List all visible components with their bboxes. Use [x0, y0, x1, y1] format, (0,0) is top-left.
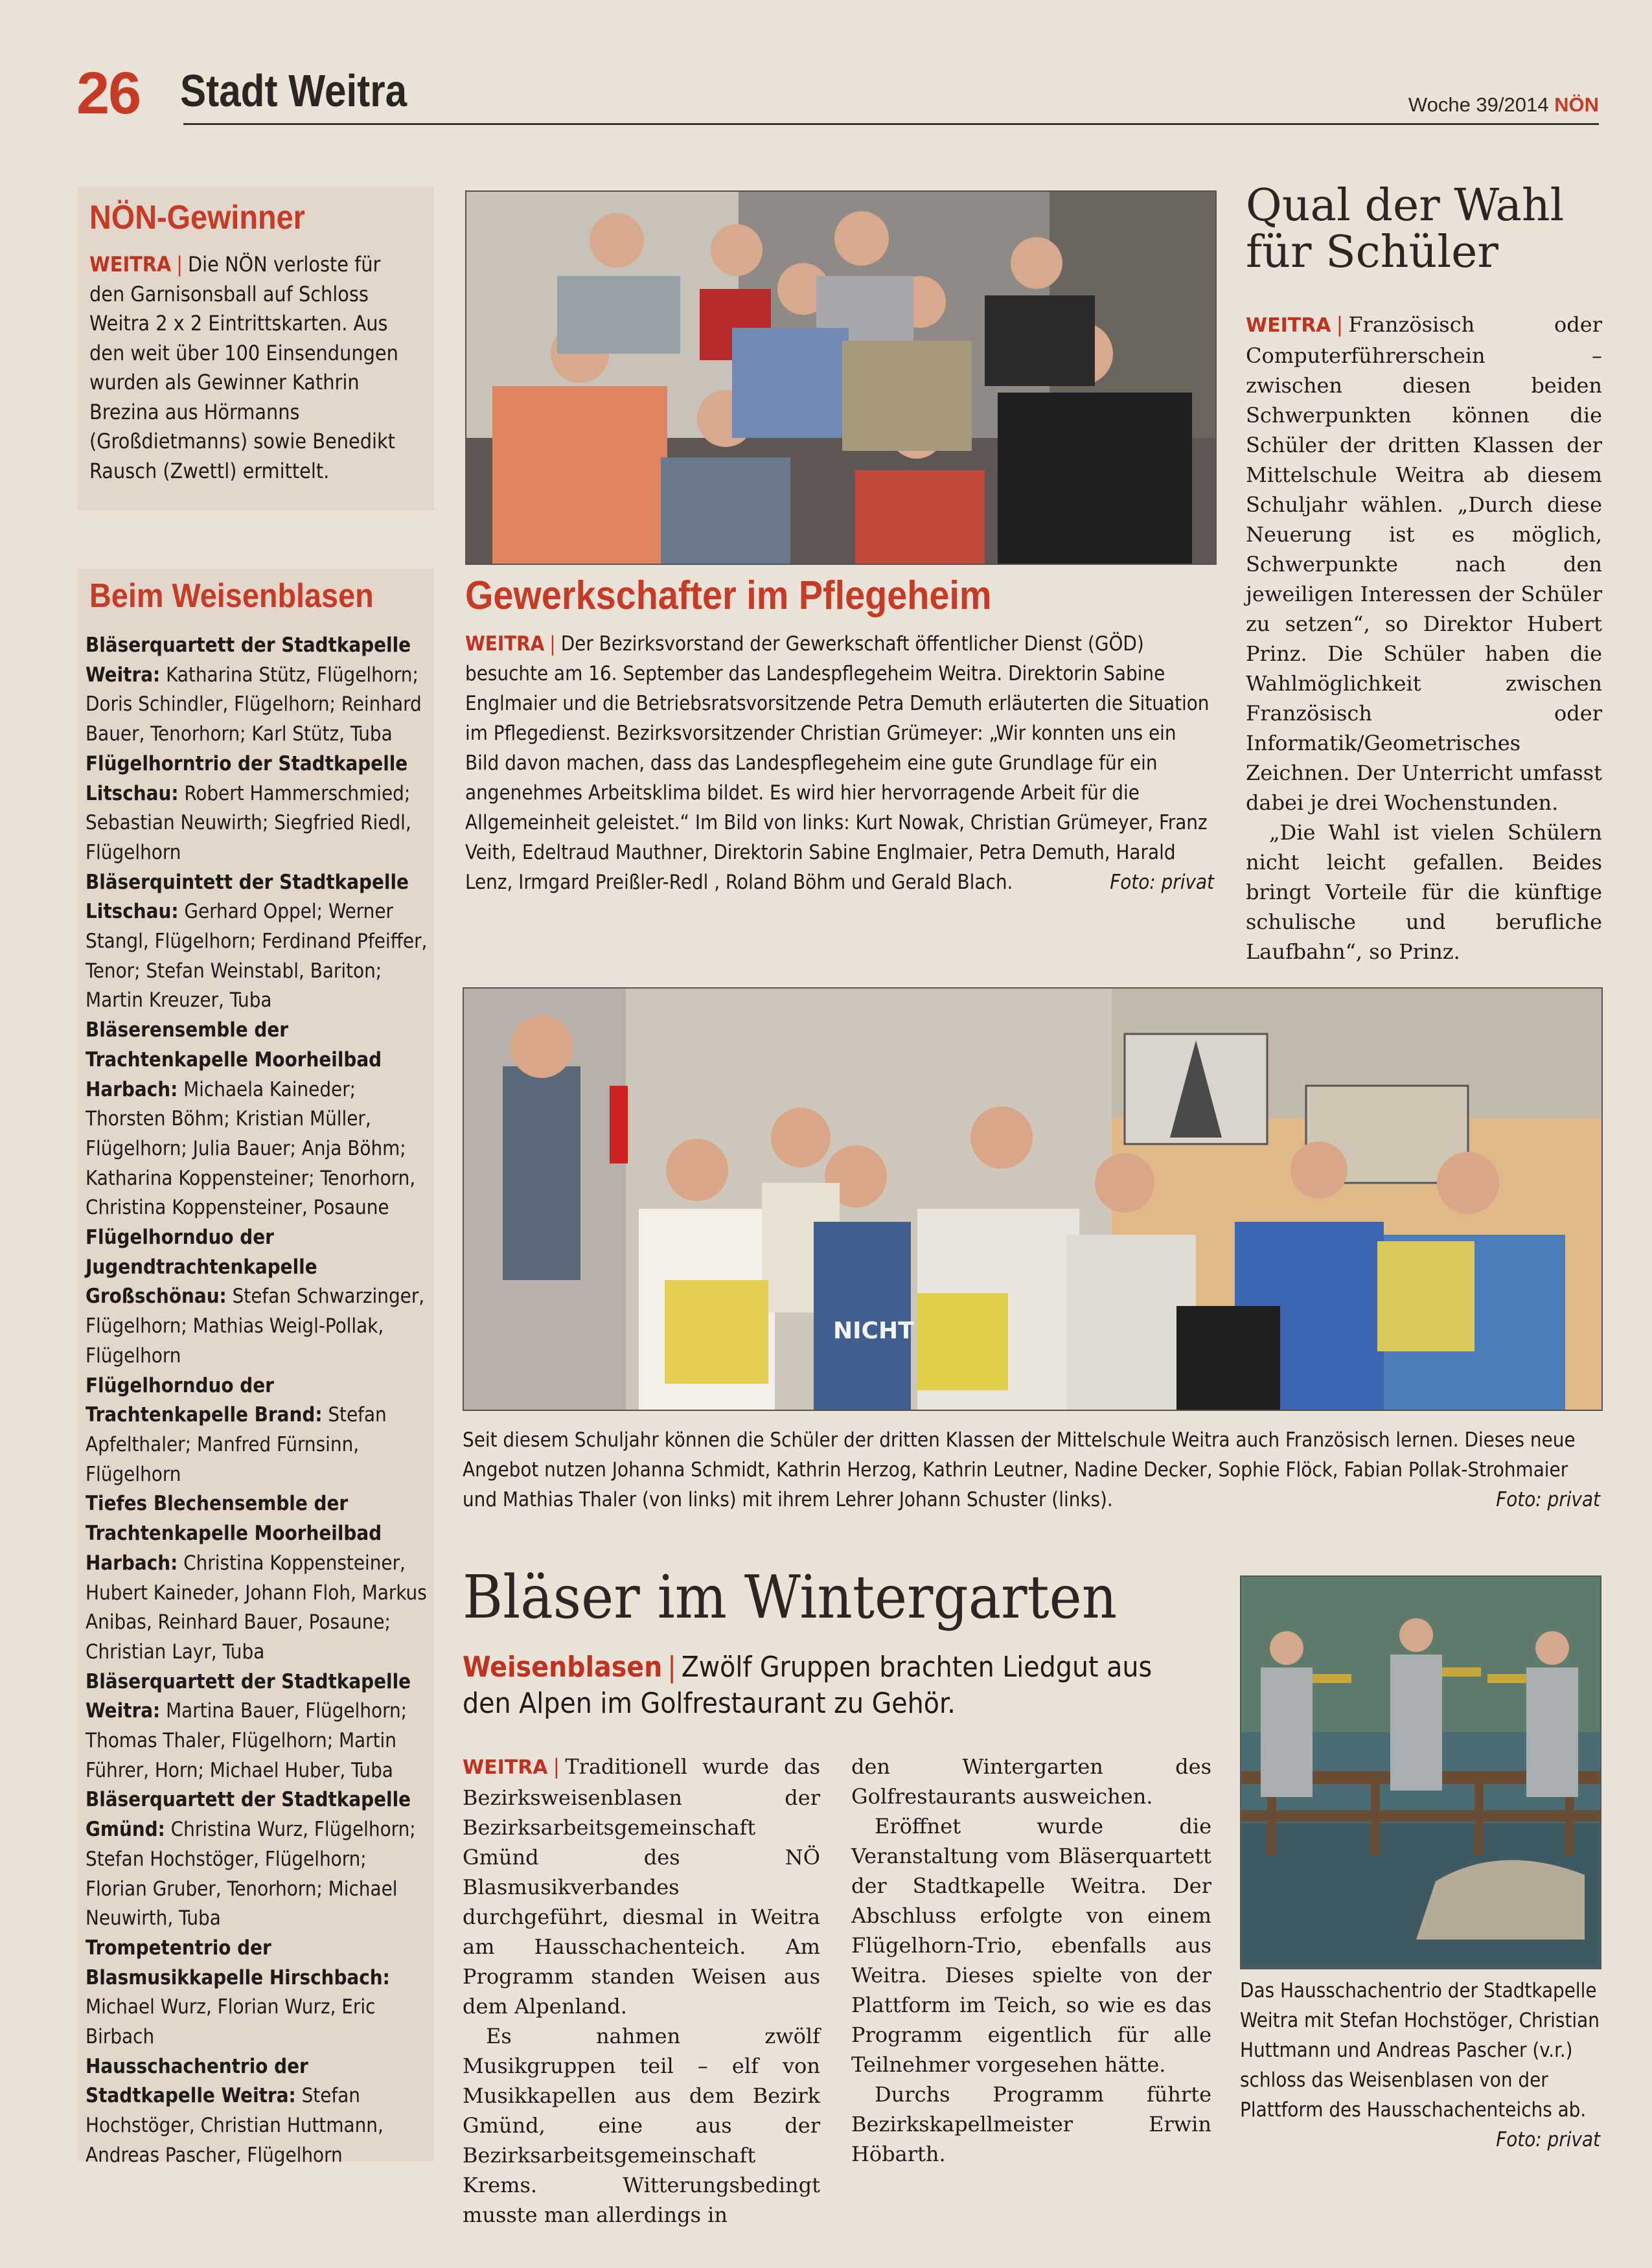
list-item: Bläserquintett der Stadtkapelle Litschau: Gerhard Oppel; Werner Stangl, Flügelhorn; Ferdinand Pfeiffer, Tenor; Stefan Weinstabl, Bariton; Martin Kreuzer, Tuba: [86, 870, 428, 1013]
photo-credit: Foto: privat: [1110, 871, 1214, 894]
section-title: Stadt Weitra: [180, 65, 407, 116]
trio-caption: [1240, 1976, 1600, 2155]
list-item: Tiefes Blechensemble der Trachtenkapelle Moorheilbad Harbach: Christina Koppensteiner, Hubert Kaineder, Johann Floh, Markus Anibas, Reinhard Bauer, Posaune; Christian Layr, Tuba: [86, 1492, 427, 1664]
blaeser-location: WEITRA: [463, 1756, 548, 1779]
shirt-print: NICHT: [833, 1318, 914, 1344]
blaeser-kicker: Weisenblasen: [463, 1651, 663, 1684]
qual-article: WEITRA | Französisch oder Computerführerschein – zwischen diesen beiden Schwerpunkten können die Schüler der dritten Klassen der Mittelschule Weitra ab diesem Schuljahr wählen. „Durch diese Neuerung ist es möglich, Schwerpunkte nach den jeweiligen Interessen der Schüler zu setzen“, so Direktor Hubert Prinz. Die Schüler haben die Wahlmöglichkeit zwischen Französisch oder Informatik/Geometrisches Zeichnen. Der Unterricht umfasst dabei je drei Wochenstunden. „Die Wahl ist vielen Schülern nicht leicht gefallen. Beides bringt Vorteile für die künftige schulische und berufliche Laufbahn“, so Prinz.: [1246, 310, 1602, 967]
list-item: Bläserquartett der Stadtkapelle Weitra: Martina Bauer, Flügelhorn; Thomas Thaler, Flügelhorn; Martin Führer, Horn; Michael Huber, Tuba: [86, 1669, 411, 1782]
weisenblasen-box: [78, 569, 434, 2167]
blaeser-subhead-text: Zwölf Gruppen brachten Liedgut aus den Alpen im Golfrestaurant zu Gehör.: [463, 1651, 1153, 1720]
trio-photo: [1240, 1575, 1601, 1969]
list-item: Bläserquartett der Stadtkapelle Gmünd: Christina Wurz, Flügelhorn; Stefan Hochstöger, Flügelhorn; Florian Gruber, Tenorhorn; Michael Neuwirth, Tuba: [86, 1788, 416, 1930]
blaeser-body-4: Eröffnet wurde die Veranstaltung vom Bläserquartett der Stadtkapelle Weitra. Der Abschluss erfolgte von einem Flügelhorn-Trio, ebenfalls aus Weitra. Dieses spielte von der Plattform im Teich, so wie es das Programm eigentlich für alle Teilnehmer vorgesehen hätte.: [851, 1814, 1211, 2077]
weisenblasen-list: [86, 631, 429, 2171]
pflegeheim-body: Der Bezirksvorstand der Gewerkschaft öffentlicher Dienst (GÖD) besuchte am 16. September das Landespflegeheim Weitra. Direktorin Sabine Englmaier und die Betriebsratsvorsitzende Petra Demuth erläuterten die Situation im Pflegedienst. Bezirksvorsitzender Christian Grümeyer: „Wir konnten uns ein Bild davon machen, dass das Landespflegeheim eine gute Grundlage für ein angenehmes Arbeitsklima bildet. Es wird hier hervorragende Arbeit für die Allgemeinheit geleistet.“ Im Bild von links: Kurt Nowak, Christian Grümeyer, Franz Veith, Edeltraud Mauthner, Direktorin Sabine Englmaier, Petra Demuth, Harald Lenz, Irmgard Preißler-Redl , Roland Böhm und Gerald Blach.: [465, 632, 1210, 894]
blaeser-body-2: Es nahmen zwölf Musikgruppen teil – elf von Musikkapellen aus dem Bezirk Gmünd, eine aus der Bezirksarbeitsgemeinschaft Krems. Witterungsbedingt musste man allerdings in: [463, 2024, 820, 2227]
blaeser-body-1: Traditionell wurde das Bezirksweisenblasen der Bezirksarbeitsgemeinschaft Gmünd des NÖ Blasmusikverbandes durchgeführt, diesmal in Weitra am Hausschachenteich. Am Programm standen Weisen aus dem Alpenland.: [463, 1754, 820, 2019]
brand-logo: NÖN: [1554, 93, 1599, 116]
gewinner-body: Die NÖN verloste für den Garnisonsball auf Schloss Weitra 2 x 2 Eintrittskarten. Aus den weit über 100 Einsendungen wurden als Gewinner Kathrin Brezina aus Hörmanns (Großdietmanns) sowie Benedikt Rausch (Zwettl) ermittelt.: [89, 252, 398, 483]
list-item: Bläserquartett der Stadtkapelle Weitra: Katharina Stütz, Flügelhorn; Doris Schindler, Flügelhorn; Reinhard Bauer, Tenorhorn; Karl Stütz, Tuba: [86, 634, 422, 746]
pflegeheim-article: WEITRA | Der Bezirksvorstand der Gewerkschaft öffentlicher Dienst (GÖD) besuchte am 16. September das Landespflegeheim Weitra. Direktorin Sabine Englmaier und die Betriebsratsvorsitzende Petra Demuth erläuterten die Situation im Pflegedienst. Bezirksvorsitzender Christian Grümeyer: „Wir konnten uns ein Bild davon machen, dass das Landespflegeheim eine gute Grundlage für ein angenehmes Arbeitsklima bildet. Es wird hier hervorragende Arbeit für die Allgemeinheit geleistet.“ Im Bild von links: Kurt Nowak, Christian Grümeyer, Franz Veith, Edeltraud Mauthner, Direktorin Sabine Englmaier, Petra Demuth, Harald Lenz, Irmgard Preißler-Redl , Roland Böhm und Gerald Blach. Foto: privat: [465, 629, 1214, 897]
blaeser-col1: WEITRA | Traditionell wurde das Bezirksweisenblasen der Bezirksarbeitsgemeinschaft Gmünd des NÖ Blasmusikverbandes durchgeführt, diesmal in Weitra am Hausschachenteich. Am Programm standen Weisen aus dem Alpenland. Es nahmen zwölf Musikgruppen teil – elf von Musikkapellen aus dem Bezirk Gmünd, eine aus der Bezirksarbeitsgemeinschaft Krems. Witterungsbedingt musste man allerdings in: [463, 1752, 820, 2230]
qual-body-2: „Die Wahl ist vielen Schülern nicht leicht gefallen. Beides bringt Vorteile für die künftige schulische und berufliche Laufbahn“, so Prinz.: [1246, 820, 1602, 964]
schueler-caption: [463, 1425, 1600, 1515]
gewinner-text: WEITRA | Die NÖN verloste für den Garnisonsball auf Schloss Weitra 2 x 2 Eintrittskarten. Aus den weit über 100 Einsendungen wurden als Gewinner Kathrin Brezina aus Hörmanns (Großdietmanns) sowie Benedikt Rausch (Zwettl) ermittelt.: [89, 252, 398, 483]
pflegeheim-photo: [465, 190, 1217, 565]
weisenblasen-title: Beim Weisenblasen: [89, 577, 374, 615]
trio-caption-text: Das Hausschachentrio der Stadtkapelle Weitra mit Stefan Hochstöger, Christian Huttmann und Andreas Pascher (v.r.) schloss das Weisenblasen von der Plattform des Hausschachenteichs ab.: [1240, 1979, 1600, 2122]
list-item: Flügelhornduo der Jugendtrachtenkapelle Großschönau: Stefan Schwarzinger, Flügelhorn; Mathias Weigl-Pollak, Flügelhorn: [86, 1226, 425, 1368]
schueler-caption-text: Seit diesem Schuljahr können die Schüler der dritten Klassen der Mittelschule Weitra auch Französisch lernen. Dieses neue Angebot nutzen Johanna Schmidt, Kathrin Herzog, Kathrin Leutner, Nadine Decker, Sophie Flöck, Fabian Pollak-Strohmaier und Mathias Thaler (von links) mit ihrem Lehrer Johann Schuster (links).: [463, 1428, 1576, 1511]
list-item: Hausschachentrio der Stadtkapelle Weitra: Stefan Hochstöger, Christian Huttmann, Andreas Pascher, Flügelhorn: [86, 2054, 384, 2167]
list-item: Flügelhornduo der Trachtenkapelle Brand: Stefan Apfelthaler; Manfred Fürnsinn, Flügelhorn: [86, 1373, 387, 1486]
blaeser-body-5: Durchs Programm führte Bezirkskapellmeister Erwin Höbarth.: [851, 2082, 1211, 2166]
page-number: 26: [76, 60, 141, 126]
list-item: Flügelhorntrio der Stadtkapelle Litschau: Robert Hammerschmied; Sebastian Neuwirth; Siegfried Riedl, Flügelhorn: [86, 751, 411, 864]
schueler-photo: [463, 987, 1603, 1411]
gewinner-location: WEITRA: [89, 252, 172, 277]
blaeser-headline: Bläser im Wintergarten: [463, 1563, 1118, 1632]
qual-body: Französisch oder Computerführerschein – zwischen diesen beiden Schwerpunkten können die Schüler der dritten Klassen der Mittelschule Weitra ab diesem Schuljahr wählen. „Durch diese Neuerung ist es möglich, Schwerpunkte nach den jeweiligen Interessen der Schüler zu setzen“, so Direktor Hubert Prinz. Die Schüler haben die Wahlmöglichkeit zwischen Französisch oder Informatik/Geometrisches Zeichnen. Der Unterricht umfasst dabei je drei Wochenstunden.: [1246, 312, 1602, 815]
header-rule: [183, 123, 1599, 125]
gewinner-title: NÖN-Gewinner: [89, 199, 305, 236]
photo-credit: Foto: privat: [1496, 1488, 1600, 1511]
blaeser-col2: [851, 1752, 1211, 2169]
blaeser-body-3: den Wintergarten des Golfrestaurants ausweichen.: [851, 1754, 1211, 1809]
pflegeheim-location: WEITRA: [465, 632, 545, 656]
pflegeheim-headline: Gewerkschafter im Pflegeheim: [465, 573, 992, 618]
issue-label: [1408, 93, 1599, 117]
list-item: Bläserensemble der Trachtenkapelle Moorheilbad Harbach: Michaela Kaineder; Thorsten Böhm; Kristian Müller, Flügelhorn; Julia Bauer; Anja Böhm; Katharina Koppensteiner; Tenorhorn, Christina Koppensteiner, Posaune: [86, 1018, 416, 1220]
week-label: Woche 39/2014: [1408, 93, 1549, 116]
blaeser-subhead: Weisenblasen | Zwölf Gruppen brachten Liedgut aus den Alpen im Golfrestaurant zu Gehör.: [463, 1651, 1153, 1720]
qual-location: WEITRA: [1246, 314, 1331, 337]
gewinner-box: [78, 187, 434, 510]
photo-credit: Foto: privat: [1496, 2128, 1600, 2151]
qual-headline: Qual der Wahl für Schüler: [1246, 180, 1565, 278]
list-item: Trompetentrio der Blasmusikkapelle Hirschbach: Michael Wurz, Florian Wurz, Eric Birbach: [86, 1936, 390, 2049]
